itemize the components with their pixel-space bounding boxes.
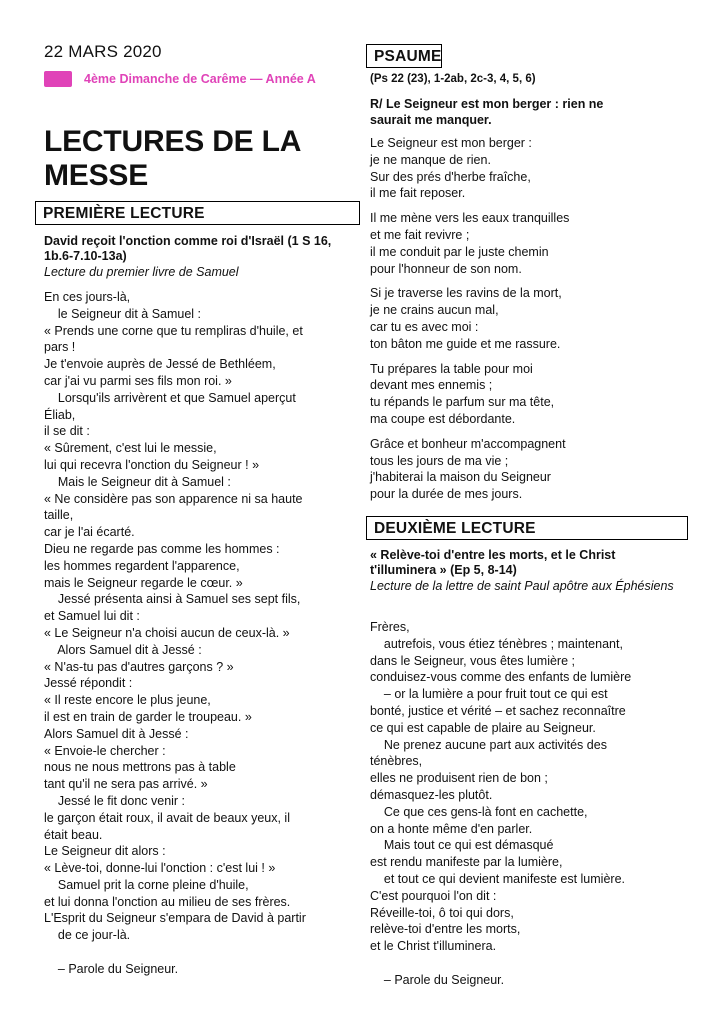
text-line: tant qu'il ne sera pas arrivé. » [44,777,208,792]
text-line: Éliab, [44,407,76,422]
text-line: devant mes ennemis ; [370,378,493,393]
text-line: le garçon était roux, il avait de beaux yeux, il [44,810,290,825]
text-line: était beau. [44,827,103,842]
text-line: Réveille-toi, ô toi qui dors, [370,905,514,920]
text-line: « Sûrement, c'est lui le messie, [44,441,217,456]
text-line: nous ne nous mettrons pas à table [44,760,236,775]
psalm-refrain: R/ Le Seigneur est mon berger : rien ne saurait me manquer. [370,97,604,127]
text-line: ton bâton me guide et me rassure. [370,336,561,351]
text-line: et tout ce qui devient manifeste est lumière. [370,871,625,886]
text-line: En ces jours-là, [44,290,131,304]
text-line: on a honte même d'en parler. [370,821,533,836]
text-line: Lorsqu'ils arrivèrent et que Samuel aperçut [44,390,296,405]
text-line: Mais le Seigneur dit à Samuel : [44,474,231,489]
text-line: le Seigneur dit à Samuel : [44,306,202,321]
text-line: Mais tout ce qui est démasqué [370,838,554,853]
text-line: – Parole du Seigneur. [44,961,179,976]
text-line: « Il reste encore le plus jeune, [44,693,211,708]
text-line: tu répands le parfum sur ma tête, [370,395,555,410]
text-line: car tu es avec moi : [370,319,479,334]
first-reading-text [44,289,360,978]
text-line [44,944,360,961]
text-line: est rendu manifeste par la lumière, [370,855,563,870]
text-line: les hommes regardent l'apparence, [44,558,240,573]
text-line: démasquez-les plutôt. [370,787,493,802]
text-line: autrefois, vous étiez ténèbres ; maintenant, [370,636,623,651]
psalm-heading: PSAUME [366,44,442,68]
text-line: de ce jour-là. [44,928,131,943]
date: 22 MARS 2020 [44,42,162,61]
text-line: Tu prépares la table pour moi [370,361,533,376]
text-line: je ne crains aucun mal, [370,303,499,318]
psalm-stanza [370,135,690,202]
text-line: Jessé répondit : [44,676,133,691]
psalm-text [370,135,690,511]
text-line: Il me mène vers les eaux tranquilles [370,211,570,226]
text-line: « N'as-tu pas d'autres garçons ? » [44,659,234,674]
text-line: Jessé le fit donc venir : [44,793,186,808]
text-line: il se dit : [44,424,90,439]
psalm-stanza [370,210,690,277]
sunday-label-text: 4ème Dimanche de Carême — Année A [84,72,316,86]
text-line: dans le Seigneur, vous êtes lumière ; [370,653,575,668]
text-line: « Le Seigneur n'a choisi aucun de ceux-là. » [44,625,290,640]
text-line: car j'ai vu parmi ses fils mon roi. » [44,373,232,388]
text-line: « Lève-toi, donne-lui l'onction : c'est lui ! » [44,861,276,876]
text-line: Alors Samuel dit à Jessé : [44,642,202,657]
text-line: pour l'honneur de son nom. [370,261,522,276]
text-line: et lui donna l'onction au milieu de ses frères. [44,894,291,909]
text-line: Le Seigneur est mon berger : [370,136,532,150]
text-line: relève-toi d'entre les morts, [370,922,521,937]
text-line: ma coupe est débordante. [370,411,516,426]
text-line: pour la durée de mes jours. [370,487,523,502]
text-line: ténèbres, [370,754,423,769]
text-line: Sur des prés d'herbe fraîche, [370,169,531,184]
text-line: mais le Seigneur regarde le cœur. » [44,575,243,590]
text-line: pars ! [44,340,76,355]
text-line: Ce que ces gens-là font en cachette, [370,804,588,819]
second-reading-heading: DEUXIÈME LECTURE [366,516,688,540]
psalm-stanza [370,285,690,352]
first-reading-heading: PREMIÈRE LECTURE [35,201,360,225]
text-line: Samuel prit la corne pleine d'huile, [44,877,249,892]
text-line: taille, [44,508,74,523]
text-line: et Samuel lui dit : [44,609,140,624]
first-reading-subtitle: David reçoit l'onction comme roi d'Israël (1 S 16, 1b.6-7.10-13a) [44,234,332,263]
psalm-reference: (Ps 22 (23), 1-2ab, 2c-3, 4, 5, 6) [370,73,536,85]
text-line: j'habiterai la maison du Seigneur [370,470,551,485]
text-line: conduisez-vous comme des enfants de lumière [370,670,632,685]
text-line: lui qui recevra l'onction du Seigneur ! » [44,457,260,472]
second-reading-text [370,619,690,989]
text-line: Si je traverse les ravins de la mort, [370,286,562,301]
text-line: je ne manque de rien. [370,152,491,167]
main-title: LECTURES DE LA MESSE [44,125,301,192]
text-line: C'est pourquoi l'on dit : [370,888,497,903]
psalm-stanza [370,361,690,428]
text-line: elles ne produisent rien de bon ; [370,771,548,786]
sunday-label [44,71,316,87]
second-reading-subtitle: « Relève-toi d'entre les morts, et le Christ t'illuminera » (Ep 5, 8-14) [370,548,616,577]
text-line: il me conduit par le juste chemin [370,244,549,259]
text-line: et me fait revivre ; [370,227,470,242]
text-line: Le Seigneur dit alors : [44,844,166,859]
pink-marker-icon [44,71,72,87]
second-reading-source: Lecture de la lettre de saint Paul apôtre aux Éphésiens [370,579,674,593]
text-line [370,955,690,972]
text-line: car je l'ai écarté. [44,525,135,540]
text-line: « Envoie-le chercher : [44,743,166,758]
text-line: Jessé présenta ainsi à Samuel ses sept fils, [44,592,301,607]
text-line: il est en train de garder le troupeau. » [44,709,252,724]
text-line: et le Christ t'illuminera. [370,939,497,954]
text-line: « Prends une corne que tu rempliras d'huile, et [44,323,303,338]
text-line: Frères, [370,620,410,634]
text-line: – or la lumière a pour fruit tout ce qui est [370,687,608,702]
text-line: Grâce et bonheur m'accompagnent [370,436,566,451]
text-line: ce qui est capable de plaire au Seigneur. [370,720,596,735]
text-line: Ne prenez aucune part aux activités des [370,737,607,752]
text-line: Je t'envoie auprès de Jessé de Bethléem, [44,357,276,372]
text-line: il me fait reposer. [370,186,466,201]
psalm-stanza [370,436,690,503]
text-line: tous les jours de ma vie ; [370,453,509,468]
text-line: Alors Samuel dit à Jessé : [44,726,189,741]
text-line: bonté, justice et vérité – et sachez reconnaître [370,703,626,718]
text-line: – Parole du Seigneur. [370,972,505,987]
text-line: Dieu ne regarde pas comme les hommes : [44,541,280,556]
text-line: « Ne considère pas son apparence ni sa haute [44,491,303,506]
text-line: L'Esprit du Seigneur s'empara de David à partir [44,911,306,926]
first-reading-source: Lecture du premier livre de Samuel [44,265,239,279]
